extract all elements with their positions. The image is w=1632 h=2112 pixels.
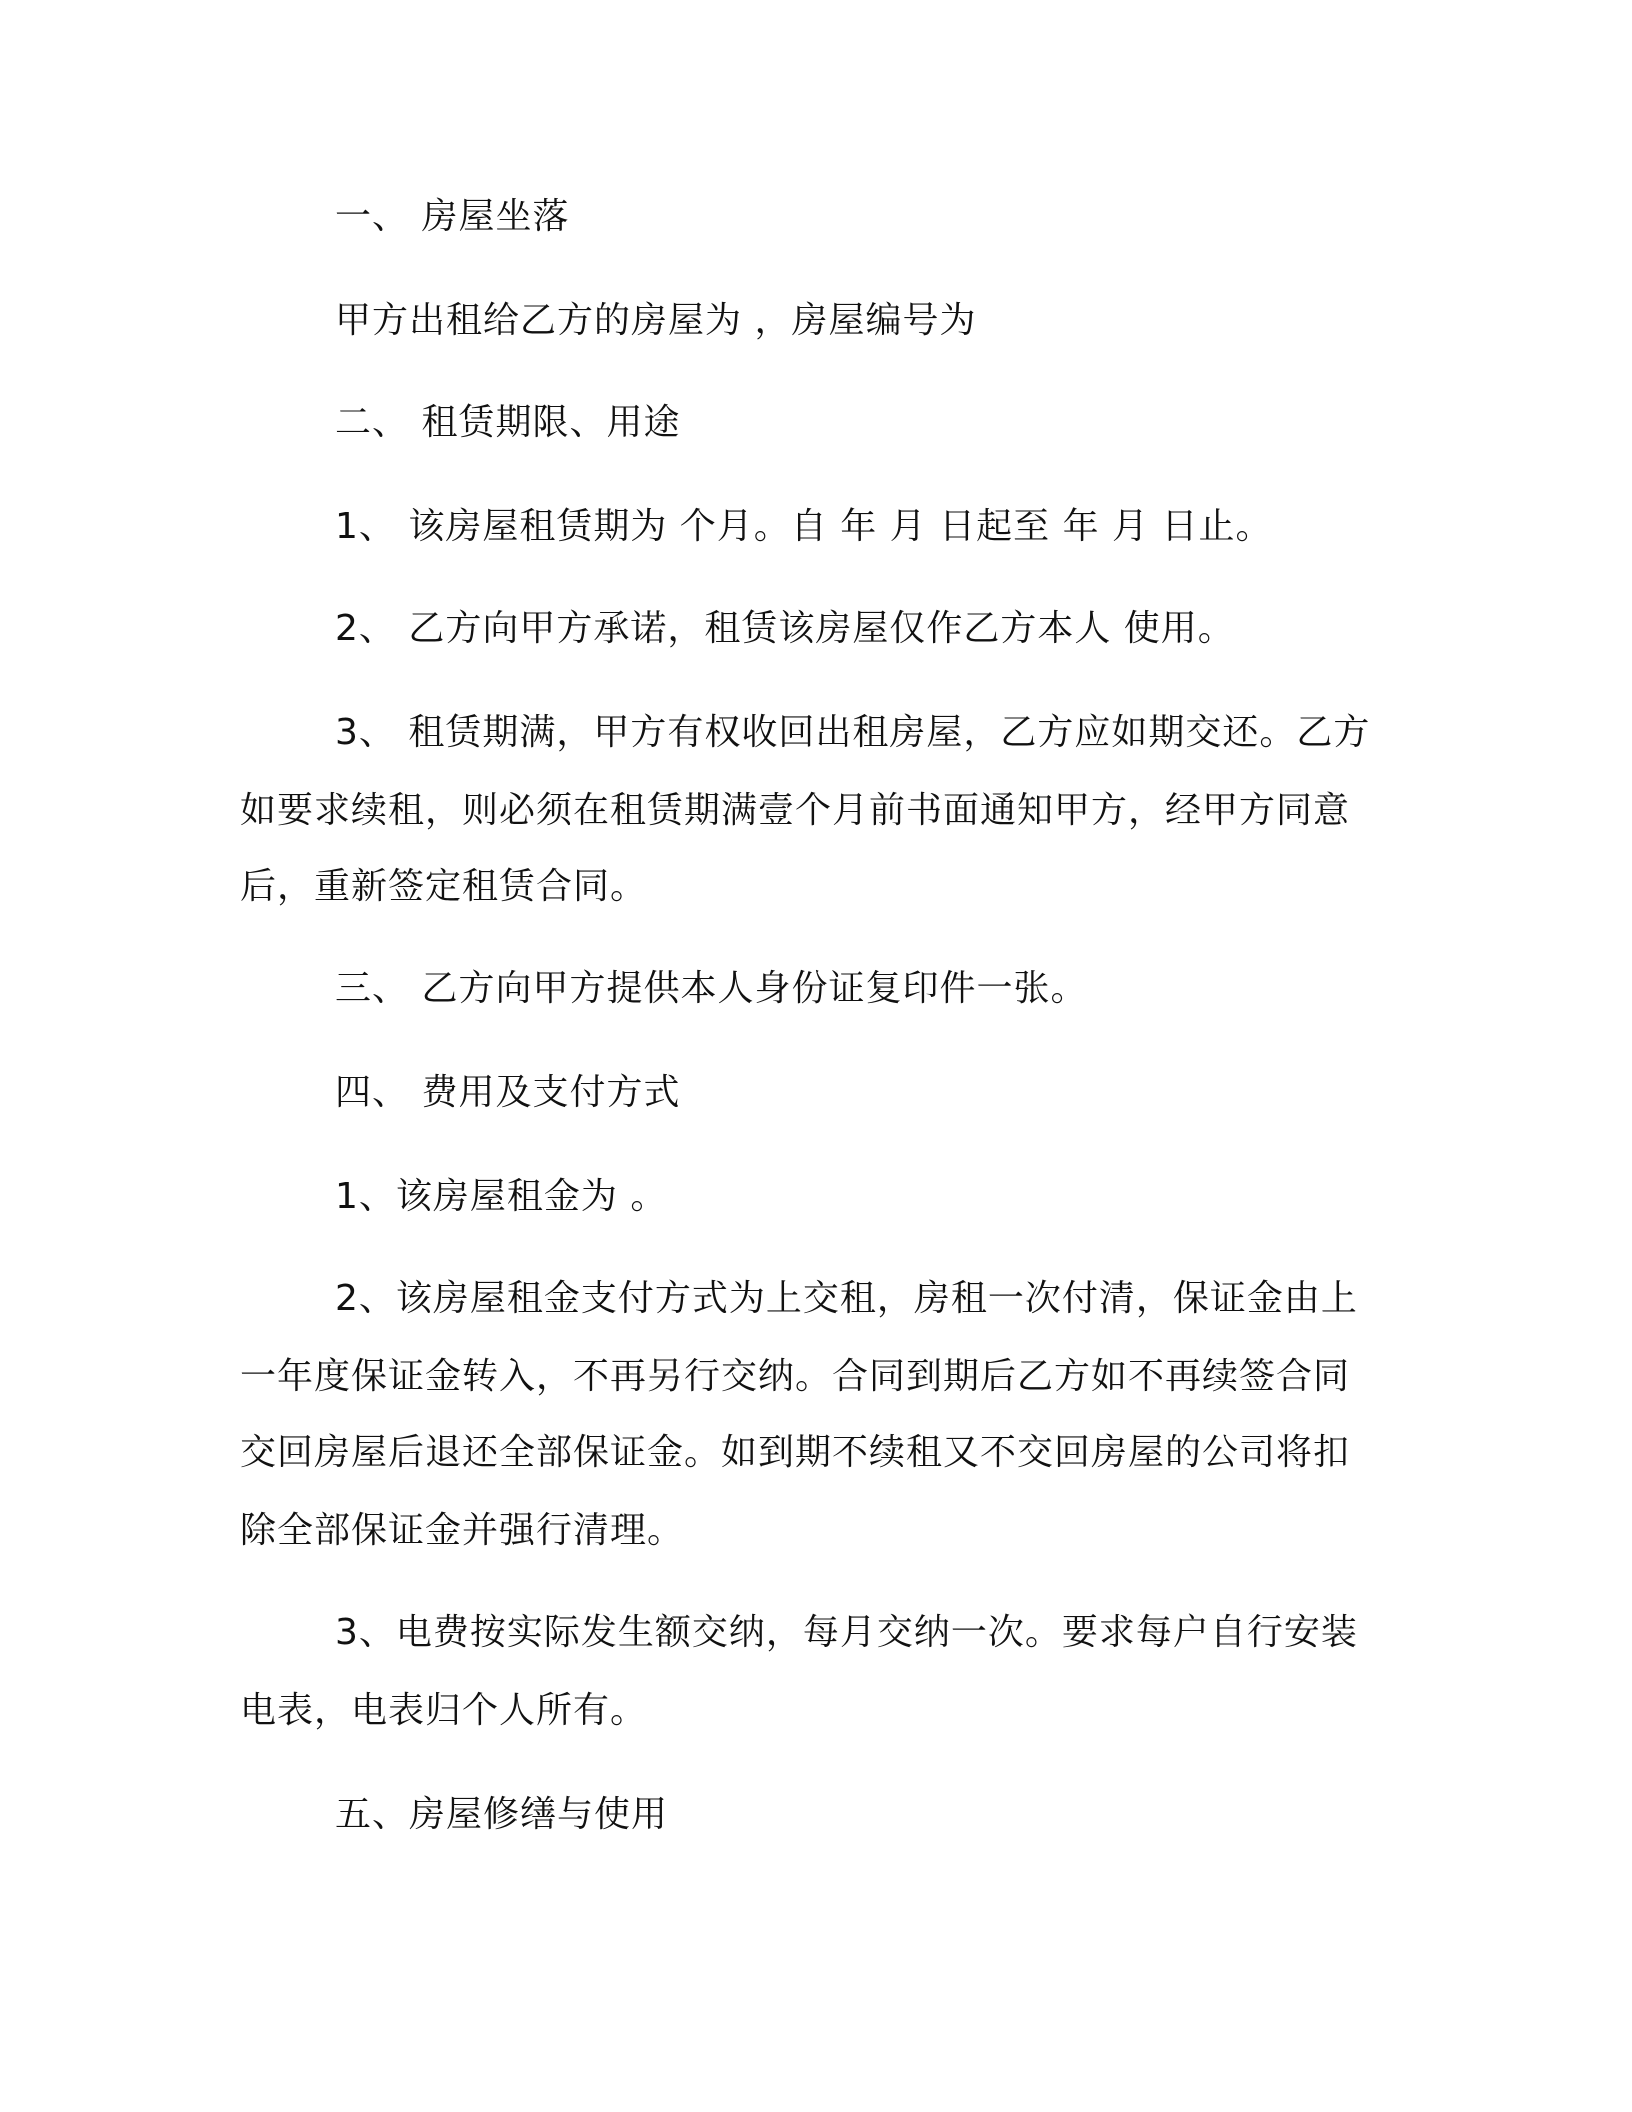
paragraph-line: 电表，电表归个人所有。: [240, 1690, 648, 1731]
section-heading-2: 二、 租赁期限、用途: [335, 402, 681, 443]
paragraph-line: 3、电费按实际发生额交纳，每月交纳一次。要求每户自行安装: [335, 1612, 1358, 1653]
paragraph-line: 后，重新签定租赁合同。: [240, 866, 648, 907]
paragraph-line: 交回房屋后退还全部保证金。如到期不续租又不交回房屋的公司将扣: [240, 1432, 1351, 1473]
paragraph-line: 如要求续租，则必须在租赁期满壹个月前书面通知甲方，经甲方同意: [240, 790, 1351, 831]
paragraph-line: 3、 租赁期满，甲方有权收回出租房屋，乙方应如期交还。乙方: [335, 712, 1371, 753]
section-heading-3: 三、 乙方向甲方提供本人身份证复印件一张。: [335, 968, 1088, 1009]
paragraph-line: 1、 该房屋租赁期为 个月。自 年 月 日起至 年 月 日止。: [335, 506, 1273, 547]
paragraph-line: 2、 乙方向甲方承诺，租赁该房屋仅作乙方本人 使用。: [335, 608, 1235, 649]
section-heading-5: 五、房屋修缮与使用: [335, 1794, 669, 1835]
paragraph-line: 除全部保证金并强行清理。: [240, 1510, 685, 1551]
section-heading-4: 四、 费用及支付方式: [335, 1072, 681, 1113]
paragraph-line: 甲方出租给乙方的房屋为 ，房屋编号为: [335, 300, 977, 341]
paragraph-line: 1、该房屋租金为 。: [335, 1176, 668, 1217]
section-heading-1: 一、 房屋坐落: [335, 196, 570, 237]
paragraph-line: 一年度保证金转入，不再另行交纳。合同到期后乙方如不再续签合同: [240, 1356, 1351, 1397]
paragraph-line: 2、该房屋租金支付方式为上交租，房租一次付清，保证金由上: [335, 1278, 1358, 1319]
